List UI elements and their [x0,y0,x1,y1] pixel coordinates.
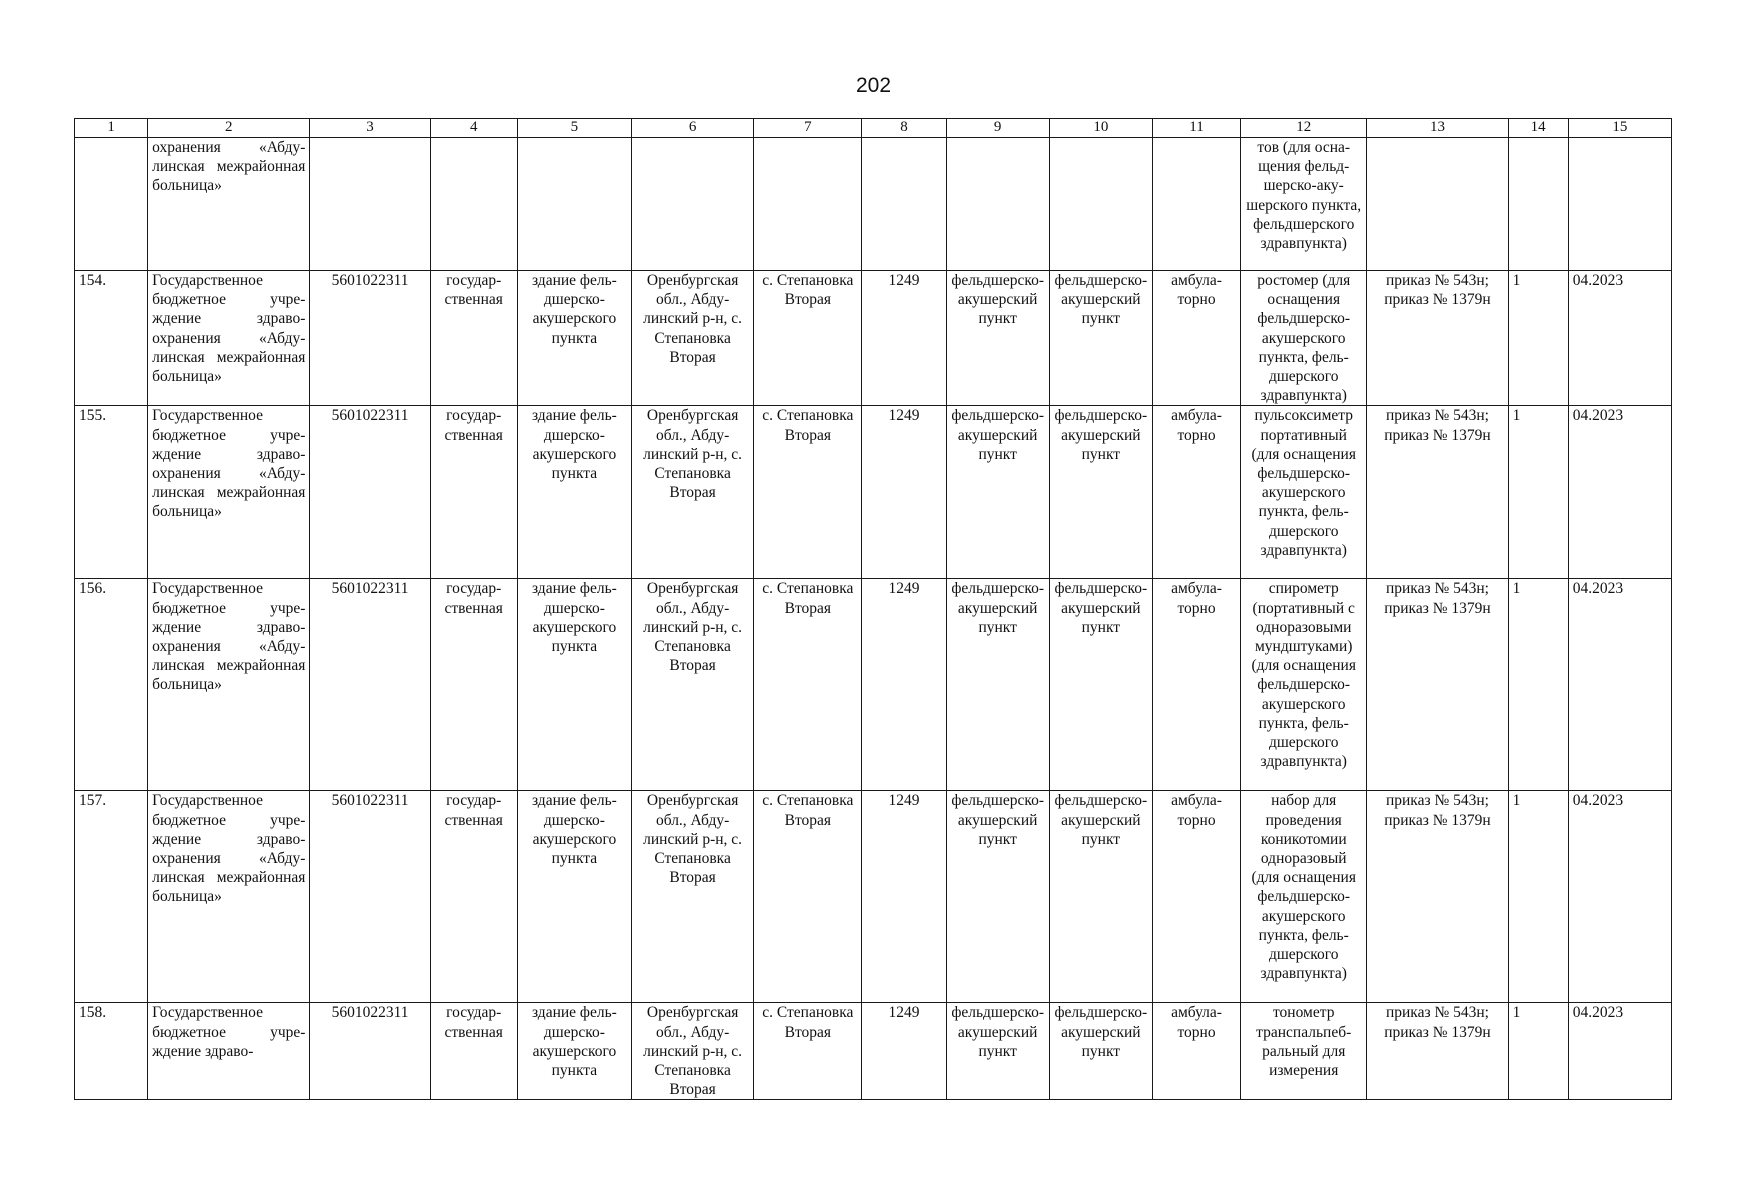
column-header: 3 [310,119,430,138]
cell-organization: Государственное бюджетное учреждение здравоохранения «Абдулинская межрайонная больница» [148,791,310,1003]
cell-inn: 5601022311 [310,791,430,1003]
table-row [75,271,1672,406]
cell-ownership: государственная [430,791,517,1003]
cell-unit: фельдшерско-акушерский пункт [1049,791,1152,1003]
cell-locality: с. Степановка Вторая [754,579,862,791]
cell-empty [1508,138,1568,271]
cell-building: здание фельдшерско-акушерского пункта [517,579,631,791]
equipment-register-table [74,118,1672,1100]
cell-organization: охранения «Абдулинская межрайонная больница» [148,138,310,271]
cell-facility-type: фельдшерско-акушерский пункт [946,406,1049,579]
column-header: 7 [754,119,862,138]
cell-empty [1568,138,1671,271]
cell-equipment-item: набор для проведения коникотомии одноразовый (для оснащения фельдшерско-акушерского пункта, фельдшерского здравпункта) [1241,791,1367,1003]
cell-address: Оренбургская обл., Абдулинский р-н, с. Степановка Вторая [632,791,754,1003]
continuation-row [75,138,1672,271]
cell-equipment-item: ростомер (для оснащения фельдшерско-акушерского пункта, фельдшерского здравпункта) [1241,271,1367,406]
cell-row-number: 154. [75,271,148,406]
cell-locality: с. Степановка Вторая [754,406,862,579]
page-number: 202 [855,74,892,97]
header-row [75,119,1672,138]
cell-date: 04.2023 [1568,579,1671,791]
cell-order: приказ № 543н; приказ № 1379н [1367,406,1508,579]
table-row [75,791,1672,1003]
cell-date: 04.2023 [1568,1003,1671,1100]
column-header: 8 [862,119,946,138]
cell-empty [1049,138,1152,271]
cell-quantity: 1 [1508,1003,1568,1100]
cell-empty [1367,138,1508,271]
cell-quantity: 1 [1508,406,1568,579]
cell-empty [946,138,1049,271]
cell-inn: 5601022311 [310,271,430,406]
cell-building: здание фельдшерско-акушерского пункта [517,271,631,406]
column-header: 13 [1367,119,1508,138]
cell-order: приказ № 543н; приказ № 1379н [1367,1003,1508,1100]
table-row [75,579,1672,791]
cell-order: приказ № 543н; приказ № 1379н [1367,791,1508,1003]
cell-empty [75,138,148,271]
column-header: 5 [517,119,631,138]
column-header: 6 [632,119,754,138]
cell-unit: фельдшерско-акушерский пункт [1049,406,1152,579]
cell-row-number: 156. [75,579,148,791]
cell-row-number: 158. [75,1003,148,1100]
cell-facility-type: фельдшерско-акушерский пункт [946,579,1049,791]
column-header: 9 [946,119,1049,138]
cell-code: 1249 [862,1003,946,1100]
cell-code: 1249 [862,579,946,791]
cell-date: 04.2023 [1568,406,1671,579]
cell-inn: 5601022311 [310,406,430,579]
cell-building: здание фельдшерско-акушерского пункта [517,791,631,1003]
cell-locality: с. Степановка Вторая [754,791,862,1003]
cell-empty [430,138,517,271]
cell-inn: 5601022311 [310,1003,430,1100]
cell-code: 1249 [862,406,946,579]
cell-locality: с. Степановка Вторая [754,271,862,406]
column-header: 10 [1049,119,1152,138]
cell-address: Оренбургская обл., Абдулинский р-н, с. Степановка Вторая [632,406,754,579]
table-row [75,406,1672,579]
cell-empty [862,138,946,271]
cell-unit: фельдшерско-акушерский пункт [1049,1003,1152,1100]
cell-ownership: государственная [430,1003,517,1100]
cell-quantity: 1 [1508,271,1568,406]
cell-quantity: 1 [1508,579,1568,791]
cell-equipment-item: тов (для оснащения фельдшерско-акушерского пункта, фельдшерского здравпункта) [1241,138,1367,271]
cell-equipment-item: пульсоксиметр портативный (для оснащения фельдшерско-акушерского пункта, фельдшерского здравпункта) [1241,406,1367,579]
cell-facility-type: фельдшерско-акушерский пункт [946,271,1049,406]
cell-empty [310,138,430,271]
column-header: 12 [1241,119,1367,138]
cell-ownership: государственная [430,271,517,406]
cell-facility-type: фельдшерско-акушерский пункт [946,1003,1049,1100]
cell-date: 04.2023 [1568,271,1671,406]
cell-organization: Государственное бюджетное учреждение здравоохранения «Абдулинская межрайонная больница» [148,406,310,579]
cell-empty [517,138,631,271]
table-body [75,138,1672,1100]
cell-address: Оренбургская обл., Абдулинский р-н, с. Степановка Вторая [632,271,754,406]
cell-quantity: 1 [1508,791,1568,1003]
cell-building: здание фельдшерско-акушерского пункта [517,1003,631,1100]
cell-order: приказ № 543н; приказ № 1379н [1367,271,1508,406]
cell-row-number: 155. [75,406,148,579]
column-header: 11 [1152,119,1240,138]
cell-facility-type: фельдшерско-акушерский пункт [946,791,1049,1003]
cell-inn: 5601022311 [310,579,430,791]
table-row [75,1003,1672,1100]
cell-unit: фельдшерско-акушерский пункт [1049,579,1152,791]
cell-order: приказ № 543н; приказ № 1379н [1367,579,1508,791]
cell-building: здание фельдшерско-акушерского пункта [517,406,631,579]
cell-row-number: 157. [75,791,148,1003]
cell-care-form: амбулаторно [1152,1003,1240,1100]
cell-care-form: амбулаторно [1152,271,1240,406]
cell-code: 1249 [862,791,946,1003]
cell-empty [1152,138,1240,271]
column-header: 1 [75,119,148,138]
cell-ownership: государственная [430,579,517,791]
cell-organization: Государственное бюджетное учреждение здраво- [148,1003,310,1100]
cell-organization: Государственное бюджетное учреждение здравоохранения «Абдулинская межрайонная больница» [148,271,310,406]
column-header: 14 [1508,119,1568,138]
column-header: 15 [1568,119,1671,138]
cell-care-form: амбулаторно [1152,406,1240,579]
cell-care-form: амбулаторно [1152,579,1240,791]
cell-care-form: амбулаторно [1152,791,1240,1003]
cell-equipment-item: тонометр транспальпебральный для измерения [1241,1003,1367,1100]
cell-empty [632,138,754,271]
column-number-header [75,119,1672,138]
cell-date: 04.2023 [1568,791,1671,1003]
cell-equipment-item: спирометр (портативный с одноразовыми мундштуками) (для оснащения фельдшерско-акушерского пункта, фельдшерского здравпункта) [1241,579,1367,791]
column-header: 2 [148,119,310,138]
cell-locality: с. Степановка Вторая [754,1003,862,1100]
cell-code: 1249 [862,271,946,406]
column-header: 4 [430,119,517,138]
cell-organization: Государственное бюджетное учреждение здравоохранения «Абдулинская межрайонная больница» [148,579,310,791]
cell-ownership: государственная [430,406,517,579]
cell-address: Оренбургская обл., Абдулинский р-н, с. Степановка Вторая [632,579,754,791]
cell-empty [754,138,862,271]
cell-unit: фельдшерско-акушерский пункт [1049,271,1152,406]
cell-address: Оренбургская обл., Абдулинский р-н, с. Степановка Вторая [632,1003,754,1100]
